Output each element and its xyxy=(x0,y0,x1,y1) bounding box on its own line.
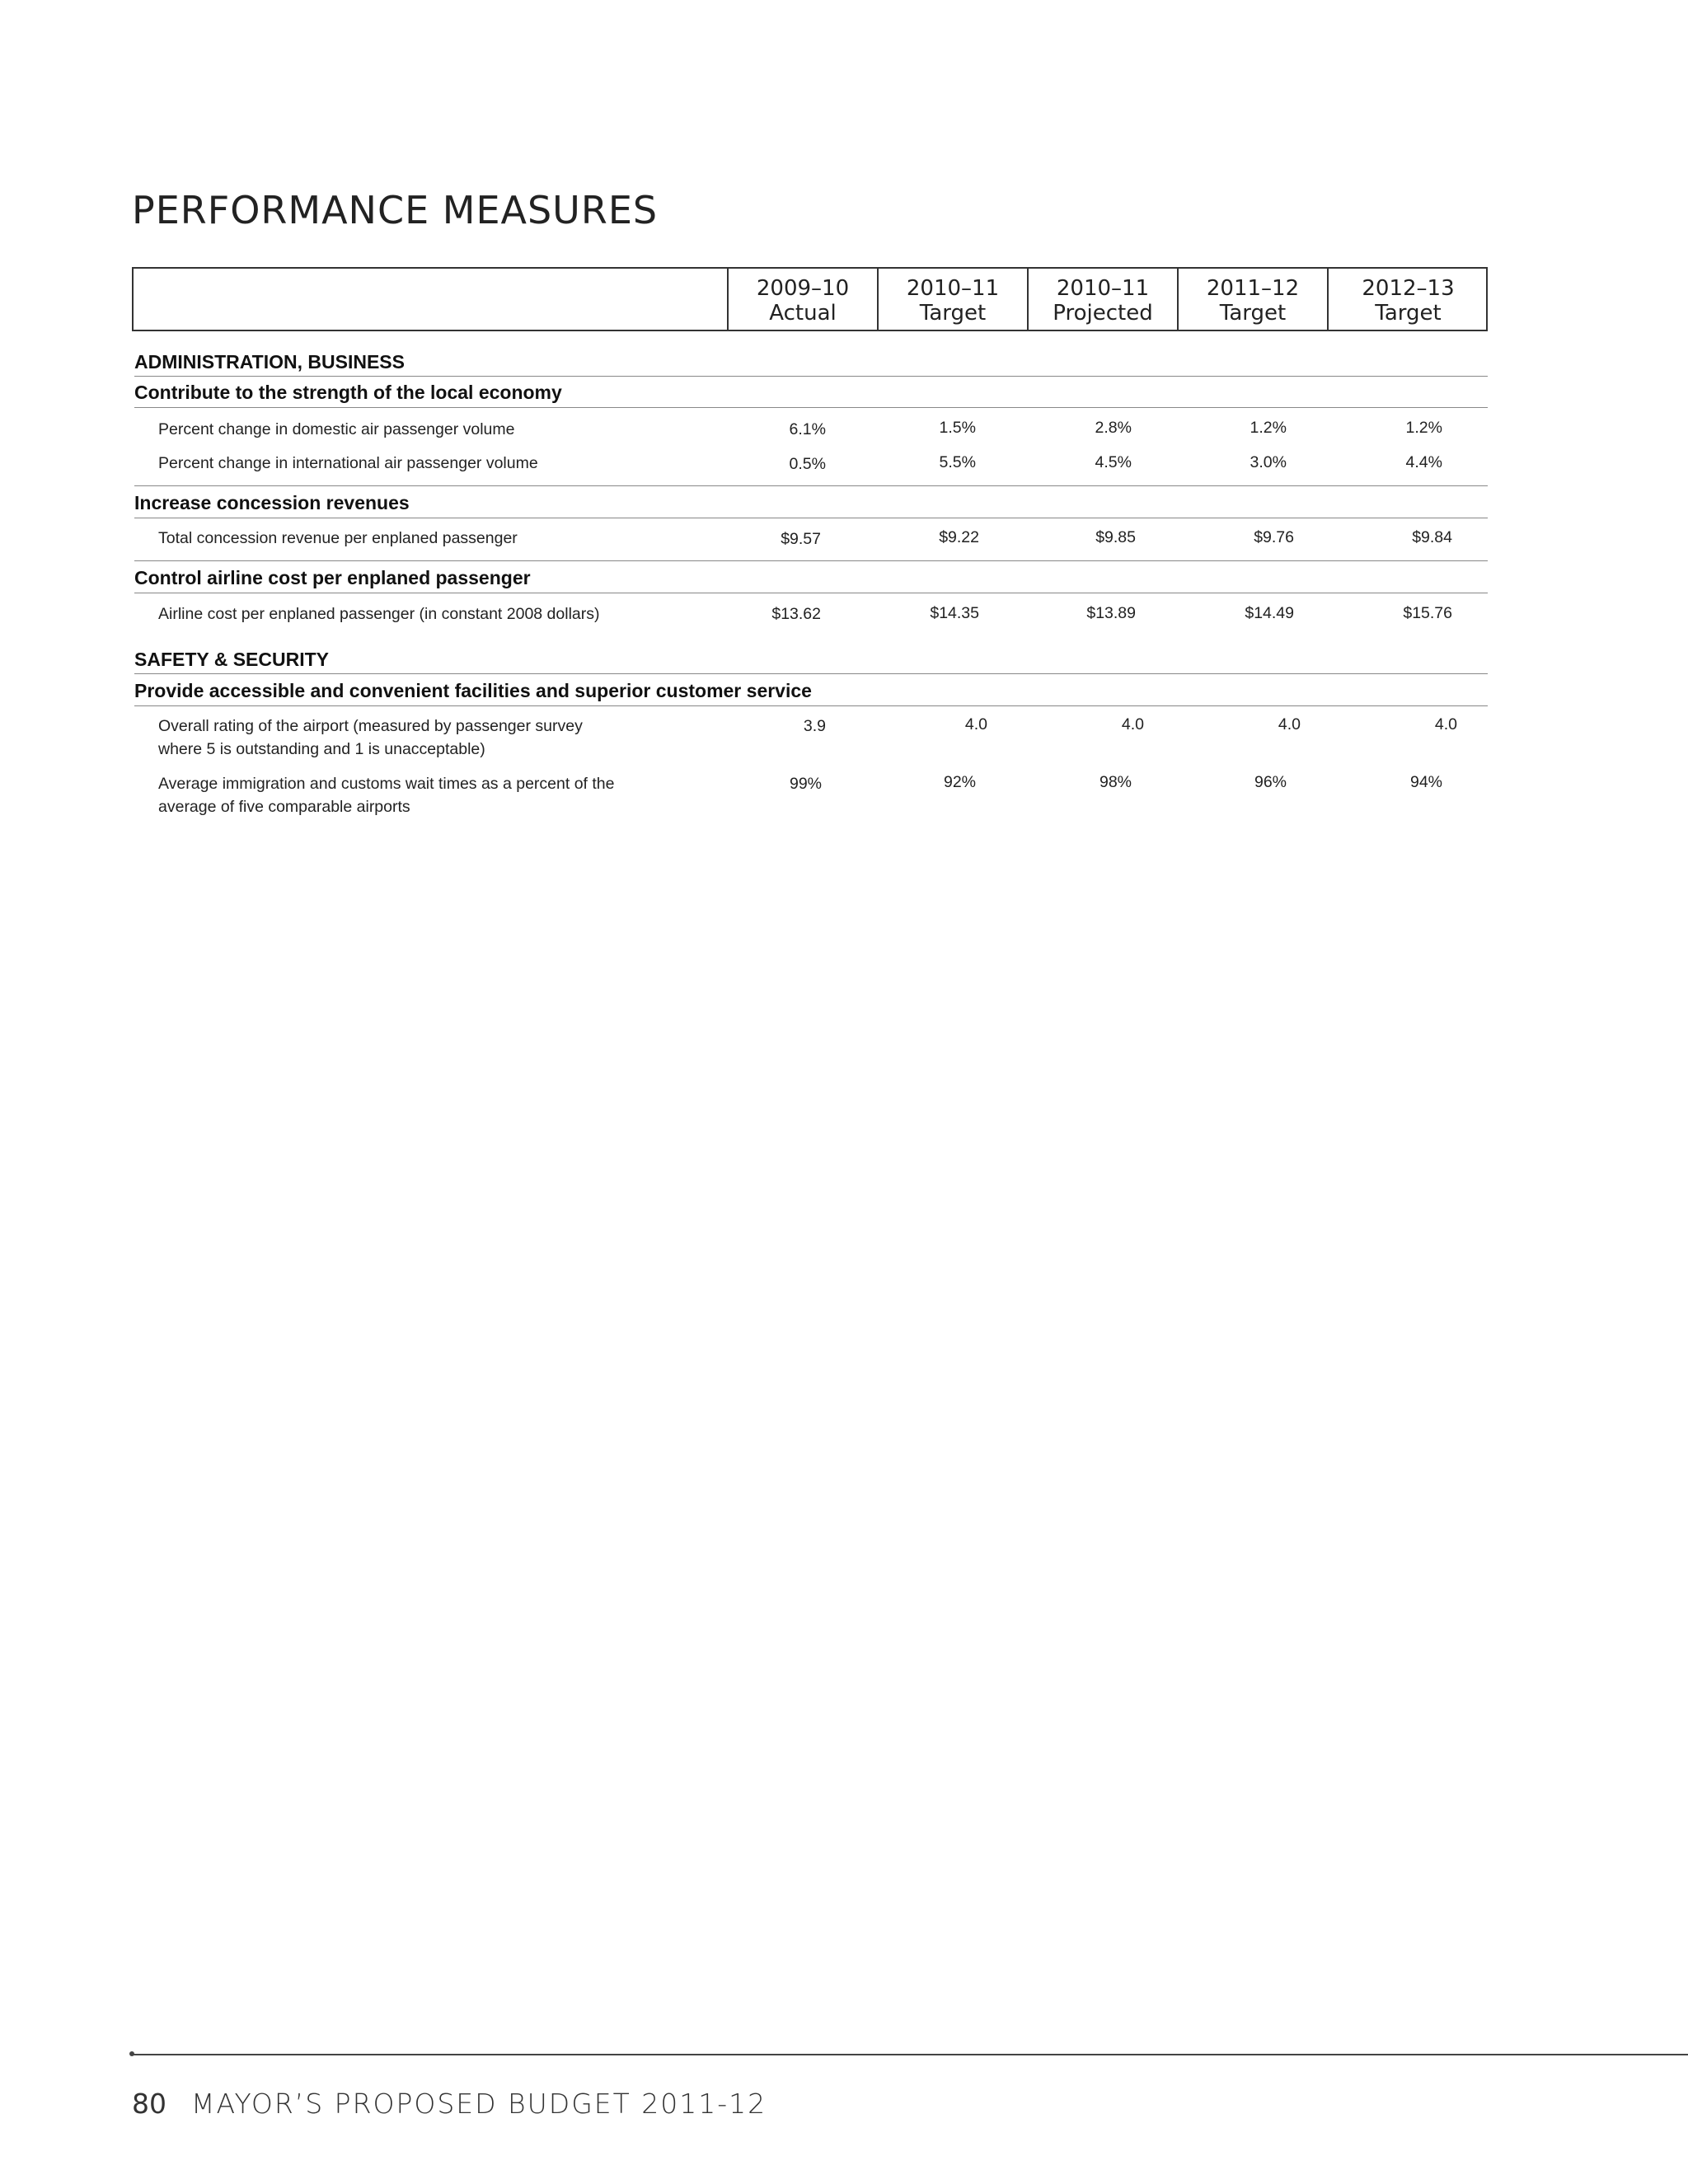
divider xyxy=(134,560,1488,561)
measure-value: 3.0% xyxy=(1250,453,1287,471)
measure-value: $9.22 xyxy=(939,528,979,546)
measure-label: Percent change in international air passenger volume xyxy=(158,454,538,472)
measure-value: 1.5% xyxy=(939,419,976,437)
column-label: Target xyxy=(919,301,987,326)
divider xyxy=(134,407,1488,408)
measure-value: $13.89 xyxy=(1086,604,1136,622)
measure-value: 4.0 xyxy=(1121,715,1144,733)
measure-label xyxy=(158,715,583,761)
category-heading: SAFETY & SECURITY xyxy=(134,649,329,670)
measure-value: $14.35 xyxy=(930,604,979,622)
column-label: Actual xyxy=(769,301,837,326)
divider xyxy=(134,673,1488,674)
column-label: Target xyxy=(1375,301,1442,326)
column-year: 2011–12 xyxy=(1206,276,1300,301)
measure-value: 4.0 xyxy=(964,715,987,733)
goal-heading: Increase concession revenues xyxy=(134,492,410,513)
divider xyxy=(134,705,1488,706)
measure-label-line: average of five comparable airports xyxy=(158,798,410,816)
measure-value: $9.57 xyxy=(781,530,821,548)
goal-heading: Contribute to the strength of the local economy xyxy=(134,382,562,403)
measure-value: $13.62 xyxy=(771,605,821,623)
column-year: 2012–13 xyxy=(1362,276,1455,301)
column-year: 2010–11 xyxy=(906,276,1000,301)
category-heading: ADMINISTRATION, BUSINESS xyxy=(134,351,405,373)
measure-value: 2.8% xyxy=(1095,419,1132,437)
measure-value: 92% xyxy=(943,773,976,791)
divider xyxy=(134,376,1488,377)
measure-label xyxy=(158,772,614,818)
goal-heading: Control airline cost per enplaned passenger xyxy=(134,567,531,588)
goal-heading: Provide accessible and convenient facilities and superior customer service xyxy=(134,680,812,701)
measure-value: 0.5% xyxy=(789,455,826,473)
column-label: Target xyxy=(1219,301,1287,326)
measure-value: 99% xyxy=(789,775,822,793)
measure-value: 4.4% xyxy=(1405,453,1442,471)
footer-rule-dot xyxy=(129,2051,134,2056)
column-header-2009-10-actual xyxy=(727,269,877,330)
page-title: PERFORMANCE MEASURES xyxy=(132,188,659,232)
measure-label: Percent change in domestic air passenger volume xyxy=(158,420,515,438)
column-header-2012-13-target xyxy=(1327,269,1488,330)
column-header-2011-12-target xyxy=(1177,269,1327,330)
measure-label-line: Average immigration and customs wait times as a percent of the xyxy=(158,775,615,793)
measure-value: 1.2% xyxy=(1250,419,1287,437)
footer-rule xyxy=(132,2054,1688,2055)
divider xyxy=(134,485,1488,486)
measure-value: 94% xyxy=(1409,773,1442,791)
measure-label-line: Overall rating of the airport (measured by passenger survey xyxy=(158,717,583,735)
measure-value: 4.0 xyxy=(1278,715,1301,733)
page-footer xyxy=(132,2088,767,2120)
column-header-2010-11-projected xyxy=(1027,269,1177,330)
table-header xyxy=(132,267,1488,331)
measure-value: 4.5% xyxy=(1095,453,1132,471)
column-label: Projected xyxy=(1053,301,1153,326)
measure-label: Total concession revenue per enplaned passenger xyxy=(158,529,518,547)
measure-label: Airline cost per enplaned passenger (in constant 2008 dollars) xyxy=(158,605,600,623)
column-year: 2010–11 xyxy=(1056,276,1150,301)
column-year: 2009–10 xyxy=(756,276,850,301)
measure-value: 96% xyxy=(1254,773,1287,791)
measure-value: $14.49 xyxy=(1245,604,1294,622)
measure-value: $9.84 xyxy=(1412,528,1452,546)
document-title: MAYOR’S PROPOSED BUDGET 2011-12 xyxy=(191,2088,767,2120)
page-number: 80 xyxy=(132,2088,166,2120)
measure-value: $9.85 xyxy=(1095,528,1136,546)
measure-value: 1.2% xyxy=(1405,419,1442,437)
measure-value: 3.9 xyxy=(803,717,826,735)
measure-value: $9.76 xyxy=(1254,528,1294,546)
measure-value: 4.0 xyxy=(1434,715,1457,733)
measure-value: $15.76 xyxy=(1403,604,1452,622)
measure-label-line: where 5 is outstanding and 1 is unacceptable) xyxy=(158,740,485,758)
measure-value: 98% xyxy=(1099,773,1132,791)
measure-value: 5.5% xyxy=(939,453,976,471)
measure-value: 6.1% xyxy=(789,420,826,438)
column-header-2010-11-target xyxy=(877,269,1027,330)
